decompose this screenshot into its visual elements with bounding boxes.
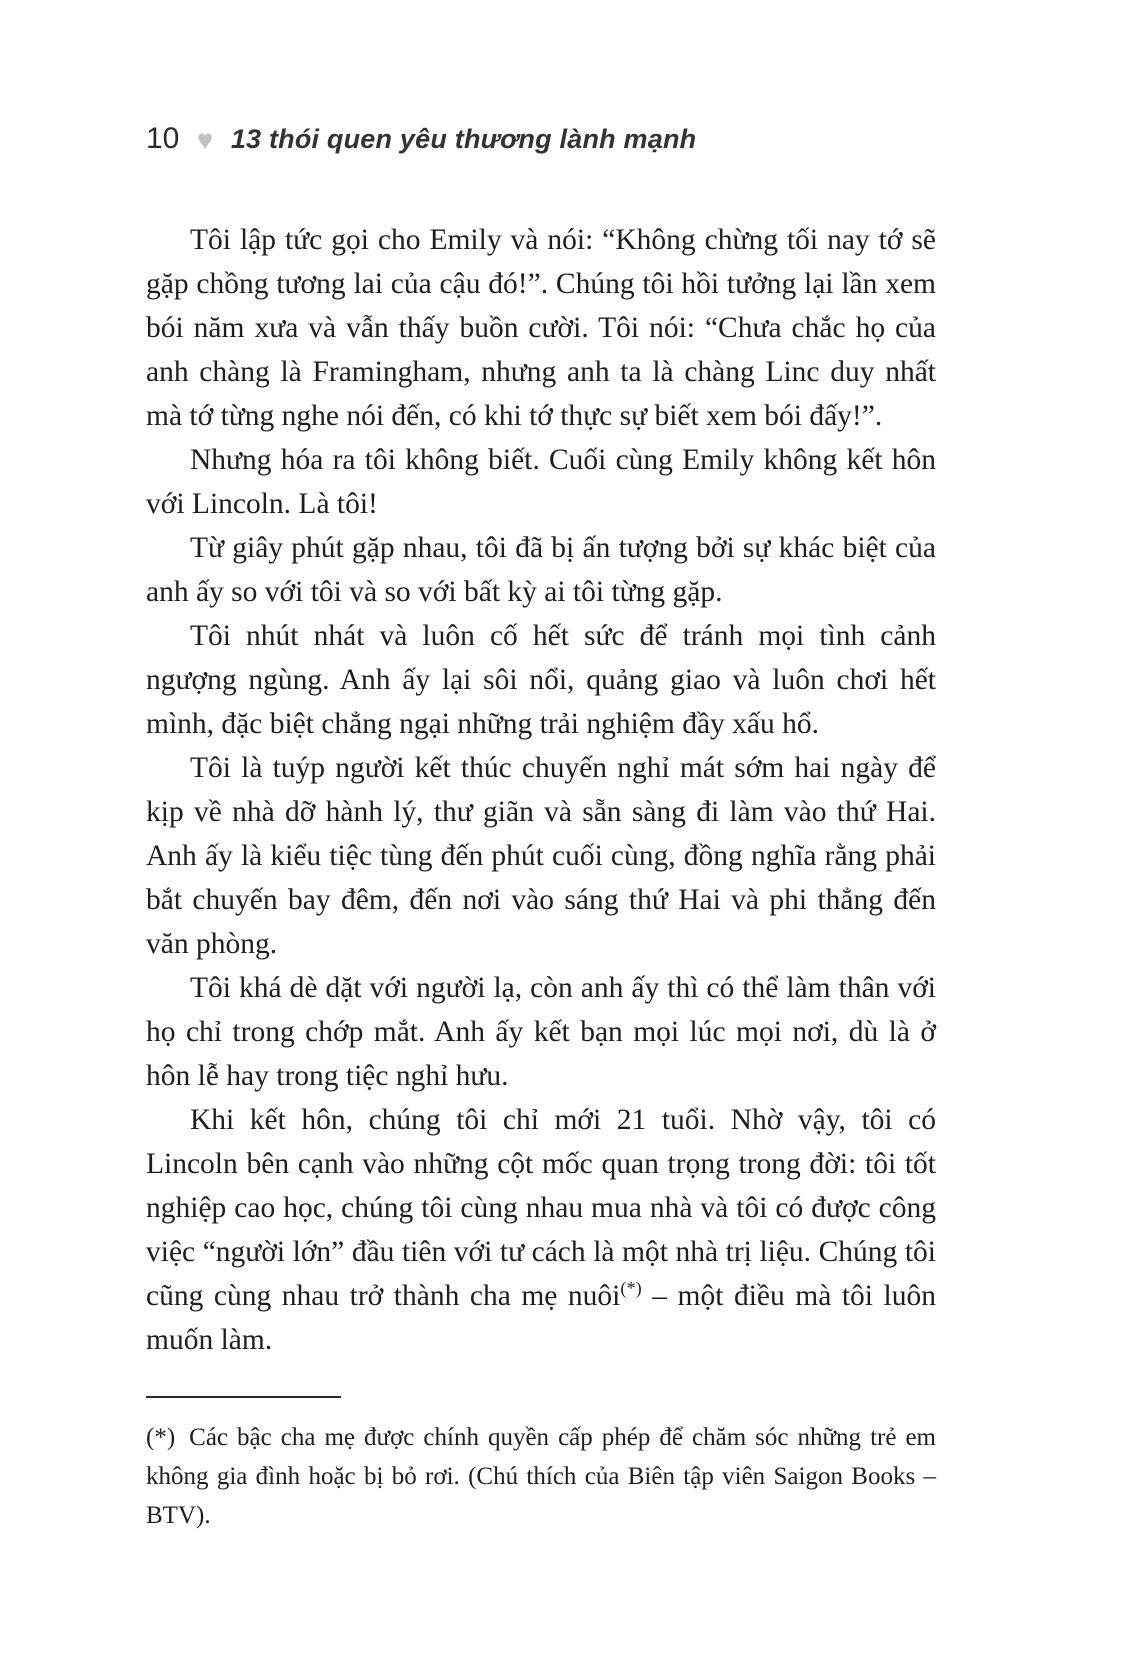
paragraph-text: Khi kết hôn, chúng tôi chỉ mới 21 tuổi. Nhờ vậy, tôi có Lincoln bên cạnh vào những cột mốc quan trọng trong đời: tôi tốt nghiệp cao học, chúng tôi cùng nhau mua nhà và tôi có được công việc “người lớn” đầu tiên với tư cách là một nhà trị liệu. Chúng tôi cũng cùng nhau trở thành cha mẹ nuôi: [146, 1104, 936, 1312]
heart-icon: ♥: [197, 124, 213, 154]
footnote-section: [146, 1396, 936, 1535]
running-header: [146, 122, 936, 156]
running-title: 13 thói quen yêu thương lành mạnh: [230, 123, 697, 154]
footnote-text: Các bậc cha mẹ được chính quyền cấp phép để chăm sóc những trẻ em không gia đình hoặc bị bỏ rơi. (Chú thích của Biên tập viên Saigon Books – BTV).: [146, 1424, 936, 1529]
page-number: 10: [146, 122, 180, 155]
paragraph: [146, 1098, 936, 1362]
footnote-marker: (*): [146, 1424, 176, 1451]
footnote-divider: [146, 1396, 341, 1398]
paragraph: Tôi khá dè dặt với người lạ, còn anh ấy thì có thể làm thân với họ chỉ trong chớp mắt. Anh ấy kết bạn mọi lúc mọi nơi, dù là ở hôn lễ hay trong tiệc nghỉ hưu.: [146, 972, 936, 1092]
paragraph: Tôi nhút nhát và luôn cố hết sức để tránh mọi tình cảnh ngượng ngùng. Anh ấy lại sôi nổi, quảng giao và luôn chơi hết mình, đặc biệt chẳng ngại những trải nghiệm đầy xấu hổ.: [146, 620, 936, 740]
paragraph: Tôi lập tức gọi cho Emily và nói: “Không chừng tối nay tớ sẽ gặp chồng tương lai của cậu đó!”. Chúng tôi hồi tưởng lại lần xem bói năm xưa và vẫn thấy buồn cười. Tôi nói: “Chưa chắc họ của anh chàng là Framingham, nhưng anh ta là chàng Linc duy nhất mà tớ từng nghe nói đến, có khi tớ thực sự biết xem bói đấy!”.: [146, 224, 936, 432]
page-body: [146, 218, 936, 1362]
paragraph: Nhưng hóa ra tôi không biết. Cuối cùng Emily không kết hôn với Lincoln. Là tôi!: [146, 444, 936, 520]
footnote-reference-marker: (*): [620, 1278, 642, 1299]
paragraph: Tôi là tuýp người kết thúc chuyến nghỉ mát sớm hai ngày để kịp về nhà dỡ hành lý, thư giãn và sẵn sàng đi làm vào thứ Hai. Anh ấy là kiểu tiệc tùng đến phút cuối cùng, đồng nghĩa rằng phải bắt chuyến bay đêm, đến nơi vào sáng thứ Hai và phi thẳng đến văn phòng.: [146, 752, 936, 960]
paragraph-text: – một điều mà tôi luôn muốn làm.: [146, 1280, 936, 1356]
paragraph: Từ giây phút gặp nhau, tôi đã bị ấn tượng bởi sự khác biệt của anh ấy so với tôi và so với bất kỳ ai tôi từng gặp.: [146, 532, 936, 608]
footnote: [146, 1418, 936, 1535]
